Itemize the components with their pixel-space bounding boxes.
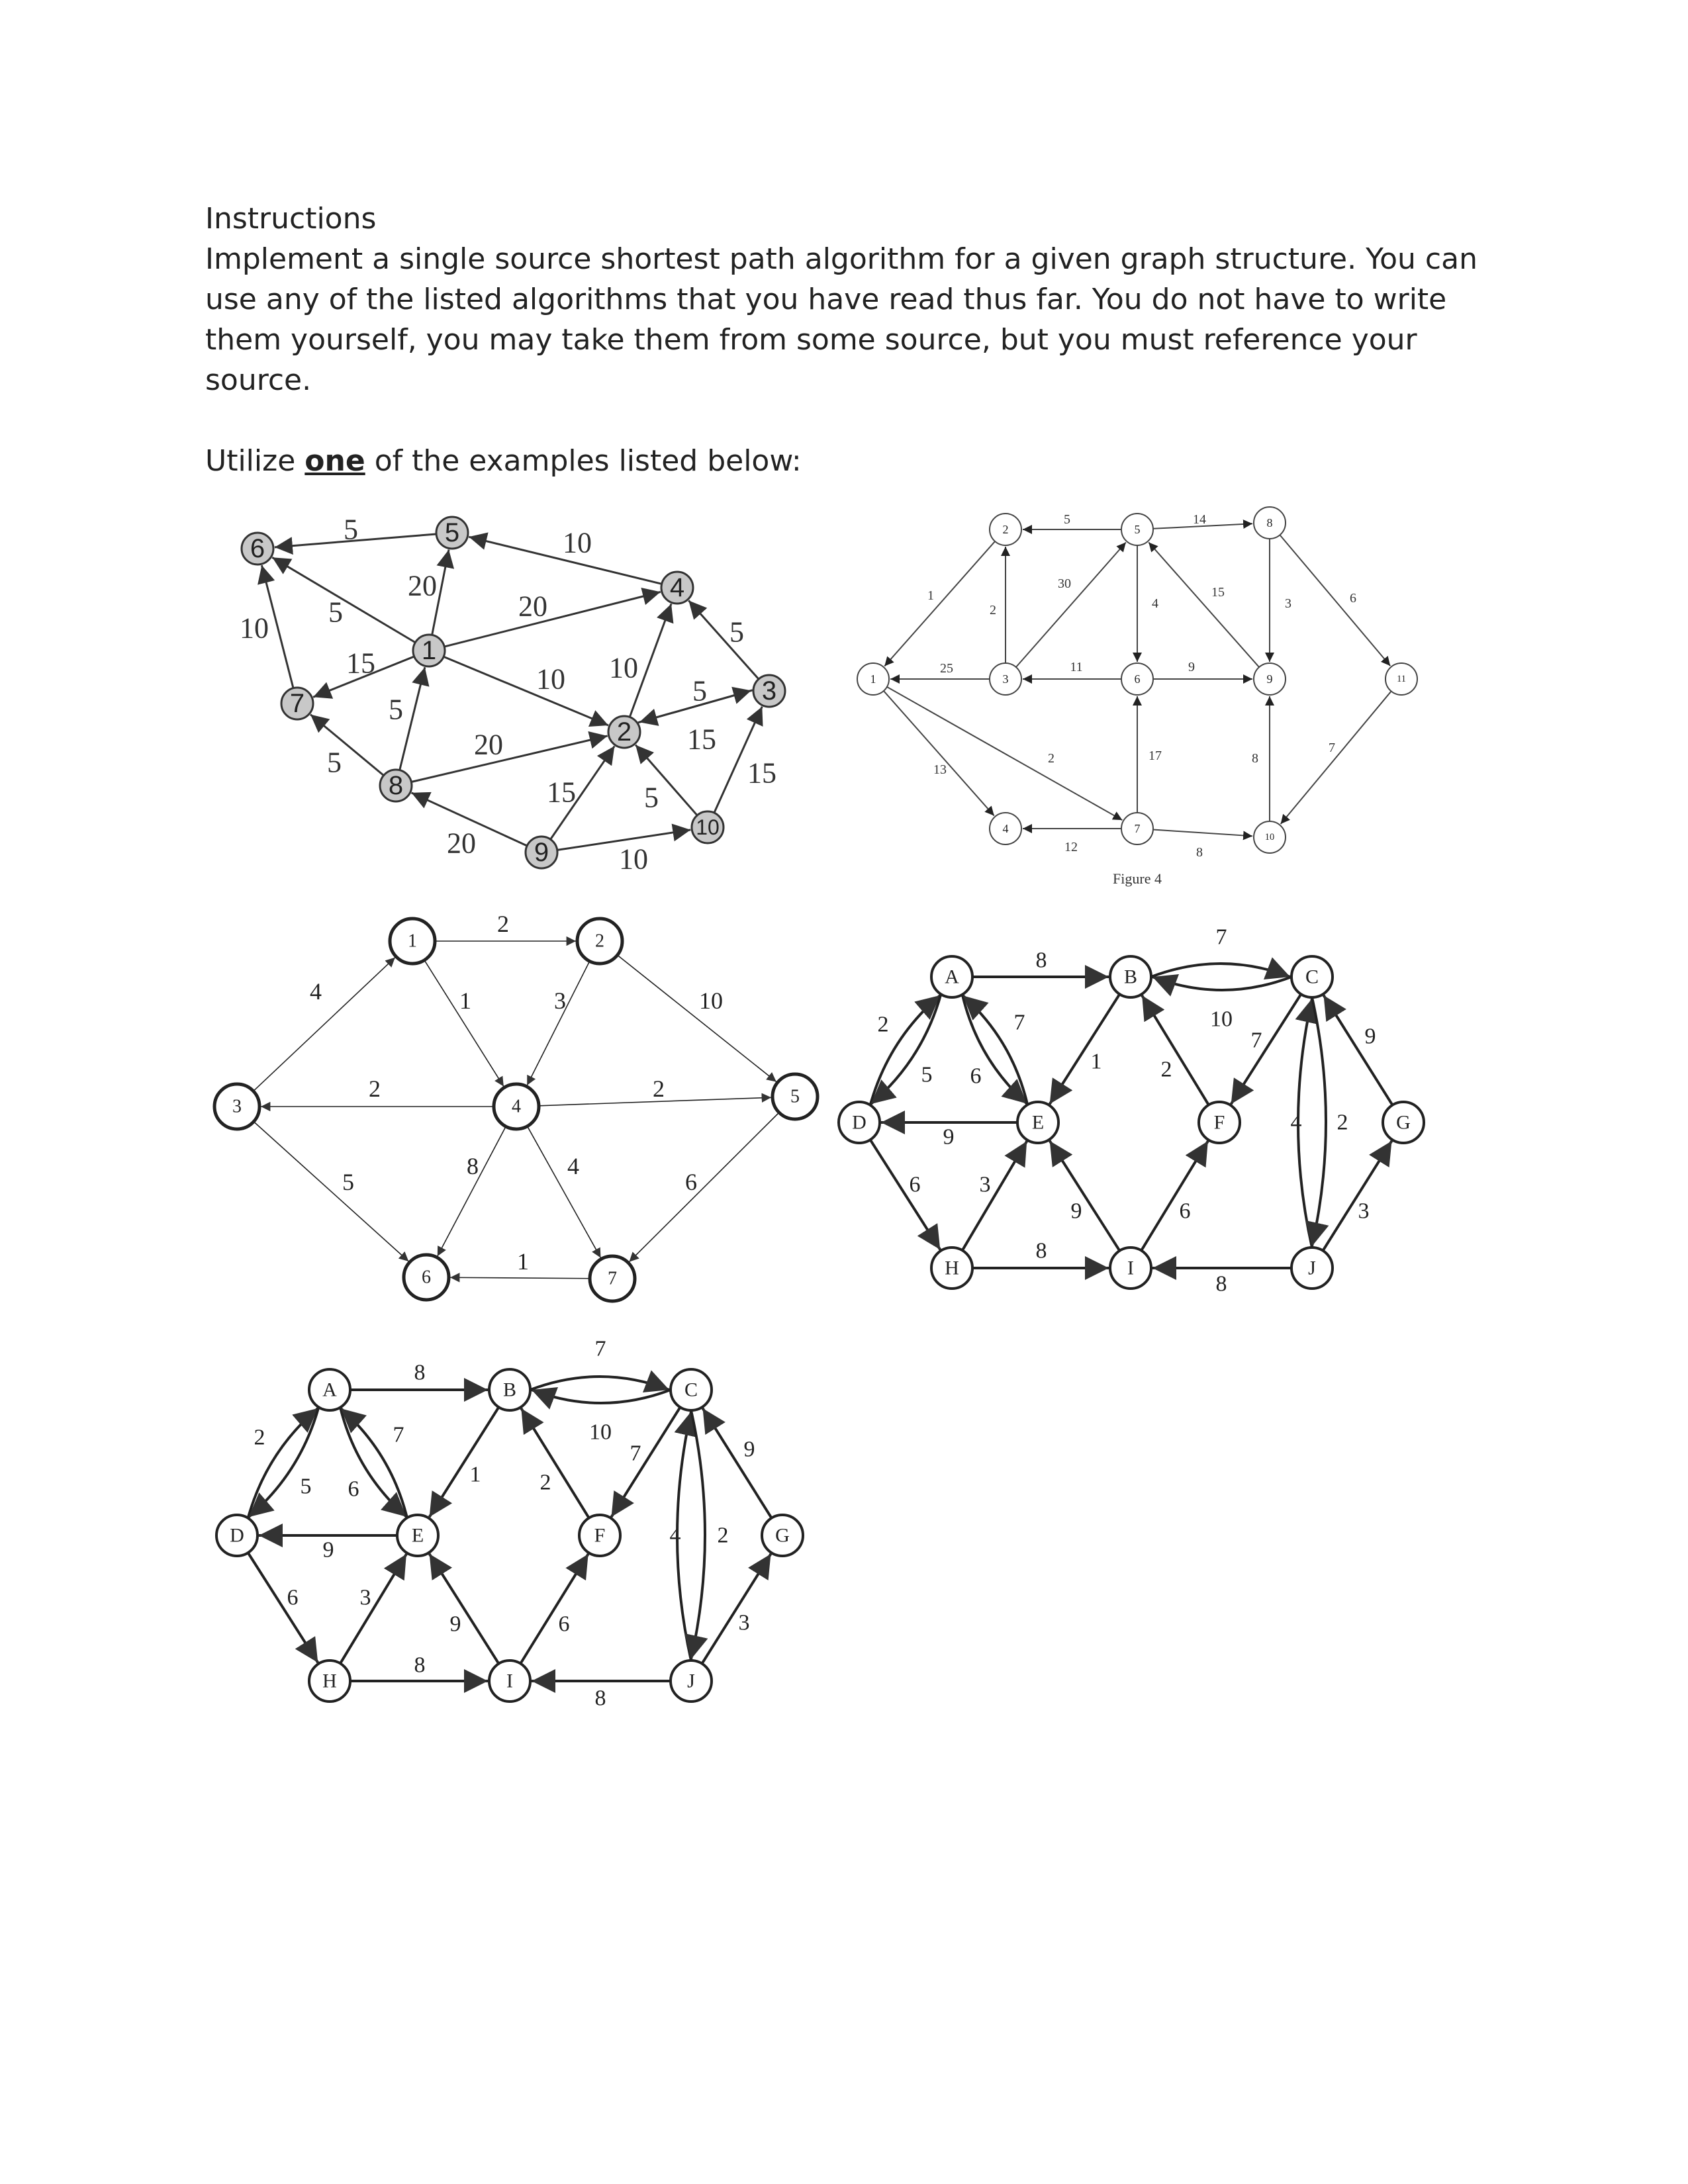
graph-e-node-label: B — [502, 1379, 517, 1401]
graph-e-node-A — [309, 1369, 350, 1410]
graph-a-weight-10-2: 5 — [644, 781, 659, 814]
graph-d-edge-C-B — [1152, 977, 1291, 990]
graph-b-edge-8-11 — [1280, 535, 1390, 666]
graph-a-node-7 — [281, 688, 313, 719]
graph-a-edge-1-6 — [272, 557, 415, 642]
graph-e-node-H — [309, 1661, 350, 1702]
graph-e-weight-C-F: 7 — [630, 1441, 641, 1466]
graph-a-node-label: 5 — [444, 518, 460, 547]
graph-b-node-4 — [990, 813, 1021, 844]
graph-d-node-A — [931, 956, 972, 997]
graph-a-node-1 — [413, 635, 445, 666]
graph-c-node-4 — [494, 1084, 539, 1129]
graph-a-node-6 — [242, 533, 273, 565]
graph-e-weight-A-D: 5 — [300, 1474, 312, 1499]
graph-e-node-label: E — [411, 1524, 424, 1547]
utilize-suffix: of the examples listed below: — [365, 444, 802, 478]
graph-d-edge-C-J — [1312, 997, 1326, 1246]
graph-b-weight-10-9: 8 — [1252, 751, 1258, 766]
graph-d-edge-J-G — [1323, 1141, 1391, 1251]
graph-d-weight-E-A: 6 — [970, 1064, 982, 1089]
graph-e — [216, 1337, 803, 1711]
graph-b-weight-8-9: 3 — [1285, 596, 1291, 611]
graph-d-edge-I-F — [1141, 1141, 1208, 1250]
graph-e-edge-B-C — [530, 1377, 669, 1390]
utilize-emphasis: one — [305, 444, 365, 478]
graph-c-node-3 — [214, 1084, 259, 1129]
graph-b-weight-8-11: 6 — [1350, 591, 1356, 606]
graph-d-weight-J-C: 4 — [1290, 1110, 1302, 1135]
graph-d-weight-B-E: 1 — [1090, 1049, 1102, 1074]
graph-e-node-F — [579, 1515, 620, 1556]
graph-e-weight-E-A: 6 — [348, 1477, 359, 1502]
graph-d-edge-I-E — [1050, 1141, 1120, 1251]
utilize-prefix: Utilize — [205, 444, 305, 478]
graph-c-weight-2-4: 3 — [554, 987, 566, 1014]
graph-e-node-label: J — [687, 1670, 695, 1692]
graph-a-node-2 — [608, 716, 640, 748]
graph-b-node-7 — [1121, 813, 1153, 844]
graph-b-node-label: 8 — [1266, 516, 1273, 529]
graph-b-weight-5-6: 4 — [1152, 596, 1158, 611]
graph-b — [857, 507, 1417, 887]
graph-b-node-10 — [1254, 821, 1286, 853]
graph-a-node-label: 3 — [761, 676, 777, 705]
graph-a-node-label: 10 — [696, 815, 720, 839]
graph-a-edge-1-4 — [444, 592, 661, 647]
graph-d-edge-A-D — [871, 994, 941, 1104]
graph-d-node-I — [1110, 1248, 1151, 1289]
graph-c-edge-2-4 — [527, 961, 589, 1085]
graph-c-edge-1-4 — [424, 960, 504, 1087]
graph-e-weight-G-C: 9 — [743, 1437, 755, 1462]
graph-b-node-label: 7 — [1134, 822, 1141, 835]
graph-e-weight-C-J: 2 — [717, 1523, 729, 1548]
graph-c-node-5 — [773, 1074, 818, 1119]
graph-a-node-label: 7 — [289, 689, 305, 718]
graph-e-edge-C-B — [532, 1390, 671, 1403]
graph-d-node-label: E — [1031, 1111, 1045, 1134]
graph-e-weight-J-I: 8 — [594, 1686, 606, 1711]
graph-d-weight-A-B: 8 — [1035, 948, 1047, 973]
graph-c-edge-4-6 — [438, 1126, 506, 1256]
graph-b-node-label: 10 — [1264, 832, 1275, 842]
graph-c-edge-5-7 — [630, 1113, 779, 1262]
graph-a-weight-1-5: 20 — [408, 569, 437, 602]
graph-b-edge-3-5 — [1016, 543, 1126, 667]
graph-a-node-label: 9 — [534, 838, 549, 867]
graph-c-weight-3-1: 4 — [310, 978, 322, 1005]
graph-d-node-G — [1383, 1102, 1424, 1143]
graph-e-weight-I-E: 9 — [449, 1612, 461, 1637]
graph-b-weight-3-1: 25 — [940, 661, 953, 676]
graph-b-weight-3-5: 30 — [1058, 576, 1071, 591]
graph-a-node-8 — [380, 770, 412, 801]
graph-d-node-label: H — [945, 1257, 959, 1279]
graph-c-weight-7-6: 1 — [517, 1248, 529, 1275]
graph-d-weight-F-B: 2 — [1160, 1057, 1172, 1082]
graph-e-edge-F-B — [521, 1408, 588, 1518]
graph-e-node-D — [216, 1515, 258, 1556]
graph-a-weight-1-2: 10 — [536, 662, 565, 696]
graph-b-edge-11-10 — [1281, 691, 1391, 824]
graph-c-weight-1-4: 1 — [459, 987, 471, 1014]
graph-c-node-1 — [390, 919, 435, 964]
graph-d-edge-C-F — [1231, 994, 1301, 1104]
graph-b-node-label: 3 — [1002, 672, 1009, 686]
graph-a-weight-8-2: 20 — [474, 728, 503, 761]
graph-c-edge-2-5 — [618, 955, 776, 1081]
graph-d-node-B — [1110, 956, 1151, 997]
graph-c-node-label: 6 — [422, 1267, 431, 1288]
graph-e-node-label: D — [230, 1524, 244, 1547]
graph-a-weight-7-6: 10 — [240, 612, 269, 645]
graph-c-weight-4-7: 4 — [567, 1153, 579, 1179]
graph-b-node-1 — [857, 663, 889, 695]
graph-e-node-label: H — [322, 1670, 337, 1692]
graph-d-node-D — [839, 1102, 880, 1143]
graph-e-weight-E-D: 9 — [322, 1537, 334, 1563]
graph-b-weight-7-4: 12 — [1064, 840, 1078, 854]
graph-d-weight-D-A: 2 — [877, 1012, 889, 1037]
graph-a-weight-1-6: 5 — [328, 596, 343, 629]
graph-d-edge-F-B — [1142, 995, 1209, 1105]
graph-b-weight-2-1: 1 — [927, 588, 934, 603]
graph-d-edge-B-C — [1151, 964, 1290, 977]
graph-b-node-label: 9 — [1266, 672, 1273, 686]
graph-b-caption: Figure 4 — [1113, 870, 1162, 887]
graph-c-edge-7-6 — [450, 1277, 590, 1279]
graph-d-weight-I-E: 9 — [1070, 1199, 1082, 1224]
graph-a-node-label: 6 — [250, 534, 265, 563]
graph-d-weight-H-E: 3 — [979, 1172, 991, 1197]
graph-e-weight-B-C: 7 — [594, 1336, 606, 1361]
graph-e-weight-J-C: 4 — [669, 1523, 681, 1548]
graph-d-edge-B-E — [1050, 994, 1120, 1104]
graph-e-edge-H-E — [340, 1554, 406, 1663]
graph-b-weight-1-7: 2 — [1048, 751, 1055, 766]
graph-d-weight-H-I: 8 — [1035, 1238, 1047, 1263]
graph-b-node-label: 11 — [1397, 674, 1406, 684]
graph-d-weight-I-F: 6 — [1179, 1199, 1191, 1224]
graph-c-edge-3-1 — [254, 958, 395, 1091]
graph-d-node-label: A — [945, 966, 959, 988]
graph-c-node-label: 5 — [790, 1086, 800, 1107]
graph-a-node-label: 4 — [669, 573, 685, 602]
instructions-body: Implement a single source shortest path algorithm for a given graph structure. You can use any of the listed algorithms that you have read thus far. You do not have to write them yourself, you may take them from some source, but you must reference your source. — [205, 242, 1477, 397]
graph-d-edge-H-E — [962, 1141, 1027, 1250]
graph-d-node-F — [1199, 1102, 1240, 1143]
graph-d-edge-D-H — [870, 1140, 941, 1250]
graph-e-weight-D-H: 6 — [287, 1585, 299, 1610]
graph-e-edge-C-F — [612, 1407, 680, 1517]
graph-e-edge-A-D — [249, 1407, 319, 1517]
graph-b-weight-7-10: 8 — [1196, 845, 1203, 860]
graph-a-node-4 — [661, 572, 693, 604]
graph-a-node-label: 2 — [616, 717, 632, 747]
graph-b-node-9 — [1254, 663, 1286, 695]
graph-c-weight-1-2: 2 — [497, 911, 509, 937]
graph-d-weight-C-F: 7 — [1250, 1028, 1262, 1053]
graph-b-edge-1-4 — [884, 691, 994, 816]
graph-e-edge-D-H — [248, 1553, 318, 1662]
graph-b-node-2 — [990, 514, 1021, 545]
graph-c — [214, 911, 818, 1301]
graph-e-weight-D-A: 2 — [254, 1425, 265, 1450]
graph-e-node-label: G — [775, 1524, 790, 1547]
graph-d-node-label: D — [852, 1111, 867, 1134]
graph-c-node-label: 3 — [232, 1096, 242, 1117]
graph-d-weight-G-C: 9 — [1364, 1024, 1376, 1049]
graph-d-node-label: G — [1396, 1111, 1411, 1134]
graph-e-node-C — [671, 1369, 712, 1410]
graph-e-edge-I-F — [520, 1554, 588, 1664]
graph-a-weight-1-7: 15 — [346, 647, 375, 680]
graph-a — [240, 514, 785, 876]
graph-a-edge-8-2 — [411, 736, 607, 782]
graph-d-weight-E-D: 9 — [943, 1124, 955, 1150]
graph-c-edge-3-6 — [254, 1122, 408, 1261]
graph-d-weight-C-B: 10 — [1210, 1007, 1233, 1032]
graph-e-weight-J-G: 3 — [738, 1610, 750, 1635]
graph-e-weight-F-B: 2 — [539, 1470, 551, 1495]
graph-a-weight-8-7: 5 — [327, 746, 342, 779]
graph-c-weight-4-5: 2 — [653, 1075, 665, 1102]
graph-d-weight-C-J: 2 — [1336, 1110, 1348, 1135]
graph-e-node-B — [489, 1369, 530, 1410]
graph-a-node-3 — [753, 675, 785, 707]
graph-a-weight-8-1: 5 — [389, 693, 403, 726]
graph-d-node-label: J — [1308, 1257, 1316, 1279]
graph-b-edge-2-1 — [884, 541, 995, 666]
graph-e-edge-G-C — [703, 1408, 772, 1518]
graph-e-node-J — [671, 1661, 712, 1702]
graph-c-node-label: 2 — [595, 931, 604, 952]
graph-c-weight-4-6: 8 — [467, 1153, 479, 1179]
graph-b-edge-7-10 — [1153, 830, 1252, 837]
instructions-heading: Instructions — [205, 202, 377, 236]
graph-d-node-label: F — [1213, 1111, 1225, 1134]
graph-a-edge-8-7 — [310, 715, 384, 776]
graph-d-node-label: B — [1123, 966, 1138, 988]
graph-b-node-3 — [990, 663, 1021, 695]
graph-d — [839, 925, 1424, 1297]
graph-a-weight-2-3: 5 — [692, 674, 707, 707]
graph-a-node-label: 1 — [421, 636, 437, 665]
graph-b-node-label: 6 — [1134, 672, 1141, 686]
graph-c-weight-3-6: 5 — [342, 1169, 354, 1195]
graph-e-weight-H-E: 3 — [359, 1585, 371, 1610]
graph-e-edge-B-E — [430, 1407, 499, 1517]
graph-b-node-label: 4 — [1002, 822, 1009, 835]
graph-d-weight-J-G: 3 — [1358, 1199, 1370, 1224]
graph-a-weight-3-2: 15 — [687, 723, 716, 756]
graph-a-node-label: 8 — [388, 771, 404, 800]
graph-e-node-label: C — [684, 1379, 698, 1401]
graph-a-node-10 — [692, 811, 724, 843]
graph-a-weight-3-4: 5 — [729, 615, 744, 649]
graph-e-edge-C-J — [691, 1410, 705, 1659]
graph-d-weight-A-E: 7 — [1013, 1010, 1025, 1035]
graph-b-weight-1-4: 13 — [933, 762, 947, 777]
graph-d-node-label: C — [1305, 966, 1319, 988]
graph-c-node-2 — [577, 919, 622, 964]
graph-e-weight-H-I: 8 — [414, 1653, 426, 1678]
graph-e-weight-I-F: 6 — [558, 1612, 570, 1637]
graph-d-node-H — [931, 1248, 972, 1289]
graph-b-node-label: 2 — [1002, 523, 1009, 536]
graph-e-weight-C-B: 10 — [589, 1420, 612, 1445]
graph-b-node-label: 1 — [870, 672, 876, 686]
graph-c-weight-5-7: 6 — [685, 1169, 697, 1195]
graph-d-node-J — [1291, 1248, 1333, 1289]
graph-a-edge-1-2 — [444, 657, 608, 725]
graph-b-node-8 — [1254, 507, 1286, 539]
graph-b-node-label: 5 — [1134, 523, 1141, 536]
graph-e-node-G — [762, 1515, 803, 1556]
graph-d-weight-J-I: 8 — [1215, 1271, 1227, 1297]
graph-e-edge-I-E — [430, 1554, 499, 1664]
graph-d-node-E — [1017, 1102, 1058, 1143]
graph-e-node-label: F — [594, 1524, 606, 1547]
graph-e-node-label: A — [322, 1379, 337, 1401]
graph-a-node-5 — [436, 517, 468, 549]
graph-b-node-6 — [1121, 663, 1153, 695]
graph-b-weight-9-5: 15 — [1211, 585, 1225, 600]
graph-a-weight-9-2: 15 — [547, 776, 576, 809]
graph-e-weight-A-B: 8 — [414, 1360, 426, 1385]
graph-a-weight-9-8: 20 — [447, 827, 476, 860]
graph-e-node-I — [489, 1661, 530, 1702]
graph-b-weight-5-2: 5 — [1064, 512, 1070, 527]
graph-b-weight-6-3: 11 — [1070, 660, 1083, 674]
graph-c-weight-4-3: 2 — [369, 1075, 381, 1102]
graph-c-node-label: 4 — [512, 1096, 521, 1117]
graph-c-edge-4-7 — [528, 1126, 601, 1258]
graph-a-weight-4-5: 10 — [563, 526, 592, 559]
graph-b-weight-6-9: 9 — [1188, 660, 1195, 674]
graph-a-weight-1-4: 20 — [518, 590, 547, 623]
graph-c-node-6 — [404, 1255, 449, 1300]
graph-a-node-9 — [526, 837, 557, 868]
graph-e-weight-B-E: 1 — [469, 1462, 481, 1487]
graph-b-weight-3-2: 2 — [990, 603, 996, 617]
graph-d-node-label: I — [1127, 1257, 1134, 1279]
graph-a-weight-2-4: 10 — [609, 651, 638, 684]
graph-a-weight-9-10: 10 — [619, 842, 648, 876]
graph-b-edge-1-7 — [887, 687, 1122, 820]
graph-c-node-label: 7 — [608, 1268, 617, 1289]
graph-a-edge-8-1 — [400, 667, 425, 770]
graph-a-weight-5-6: 5 — [344, 513, 358, 546]
graph-b-node-5 — [1121, 514, 1153, 545]
graph-e-node-E — [397, 1515, 438, 1556]
graph-d-edge-G-C — [1324, 995, 1393, 1105]
graph-b-node-11 — [1385, 663, 1417, 695]
graph-c-node-label: 1 — [408, 931, 417, 952]
graph-d-weight-D-H: 6 — [909, 1172, 921, 1197]
graph-e-node-label: I — [506, 1670, 513, 1692]
graph-a-weight-10-3: 15 — [747, 756, 776, 790]
graph-c-weight-2-5: 10 — [699, 987, 723, 1014]
graph-e-edge-J-G — [702, 1554, 771, 1664]
graph-a-edge-3-4 — [688, 600, 759, 679]
graph-b-weight-11-10: 7 — [1329, 741, 1335, 755]
graph-b-weight-7-6: 17 — [1149, 749, 1162, 763]
graph-d-weight-B-C: 7 — [1215, 925, 1227, 950]
graph-c-node-7 — [590, 1256, 635, 1301]
graph-b-weight-5-8: 14 — [1193, 512, 1206, 527]
graph-d-node-C — [1291, 956, 1333, 997]
graph-e-weight-A-E: 7 — [393, 1422, 404, 1447]
graph-d-weight-A-D: 5 — [921, 1062, 933, 1087]
graph-b-edge-9-5 — [1149, 542, 1259, 667]
